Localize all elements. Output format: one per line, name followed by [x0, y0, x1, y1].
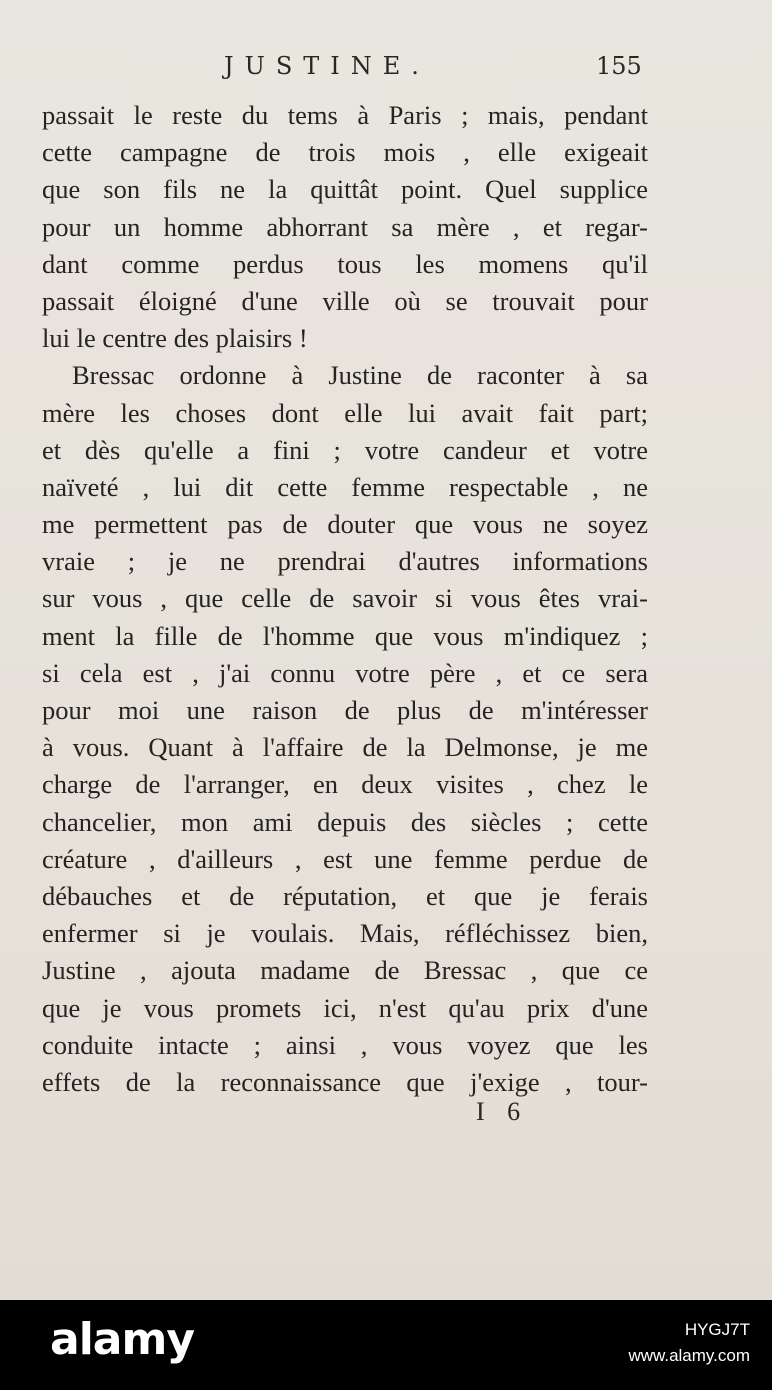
- text-line: enfermer si je voulais. Mais, réfléchissez bien,: [42, 918, 648, 949]
- text-line: sur vous , que celle de savoir si vous êtes vrai-: [42, 583, 648, 614]
- text-line: que je vous promets ici, n'est qu'au prix d'une: [42, 992, 648, 1023]
- text-line: vraie ; je ne prendrai d'autres informations: [42, 546, 648, 577]
- text-line: Justine , ajouta madame de Bressac , que ce: [42, 955, 648, 986]
- text-line: débauches et de réputation, et que je ferais: [42, 880, 648, 911]
- text-line: passait éloigné d'une ville où se trouvait pour: [42, 285, 648, 316]
- text-line: et dès qu'elle a fini ; votre candeur et votre: [42, 434, 648, 465]
- watermark-image-id: HYGJ7T: [684, 1320, 750, 1339]
- text-line: que son fils ne la quittât point. Quel supplice: [42, 174, 648, 205]
- text-line: lui le centre des plaisirs !: [42, 323, 308, 354]
- page-number: 155: [596, 52, 642, 80]
- text-line: effets de la reconnaissance que j'exige , tour-: [42, 1066, 648, 1097]
- page-header: [0, 52, 772, 86]
- paragraph-1: [42, 97, 648, 357]
- text-line: cette campagne de trois mois , elle exigeait: [42, 137, 648, 168]
- paragraph-2: [42, 357, 648, 1101]
- text-line: charge de l'arranger, en deux visites , chez le: [42, 769, 648, 800]
- body-text: [42, 97, 648, 1101]
- watermark-url: www.alamy.com: [628, 1346, 750, 1365]
- text-line: dant comme perdus tous les momens qu'il: [42, 248, 648, 279]
- text-line: me permettent pas de douter que vous ne soyez: [42, 509, 648, 540]
- text-line: à vous. Quant à l'affaire de la Delmonse, je me: [42, 732, 648, 763]
- text-line: passait le reste du tems à Paris ; mais, pendant: [42, 100, 648, 130]
- text-line: si cela est , j'ai connu votre père , et ce sera: [42, 657, 648, 688]
- text-line: pour moi une raison de plus de m'intéresser: [42, 695, 648, 725]
- watermark-bar: [0, 1300, 772, 1390]
- running-title: JUSTINE.: [224, 52, 430, 80]
- text-line: conduite intacte ; ainsi , vous voyez que les: [42, 1029, 648, 1060]
- text-line: Bressac ordonne à Justine de raconter à sa: [72, 360, 648, 391]
- text-line: pour un homme abhorrant sa mère , et regar-: [42, 211, 648, 242]
- watermark-logo: alamy: [50, 1314, 194, 1365]
- text-line: mère les choses dont elle lui avait fait part;: [42, 397, 648, 428]
- text-line: chancelier, mon ami depuis des siècles ; cette: [42, 806, 648, 837]
- text-line: naïveté , lui dit cette femme respectable , ne: [42, 471, 648, 502]
- signature-mark: I 6: [476, 1097, 529, 1126]
- text-line: ment la fille de l'homme que vous m'indiquez ;: [42, 620, 648, 651]
- text-line: créature , d'ailleurs , est une femme perdue de: [42, 843, 648, 874]
